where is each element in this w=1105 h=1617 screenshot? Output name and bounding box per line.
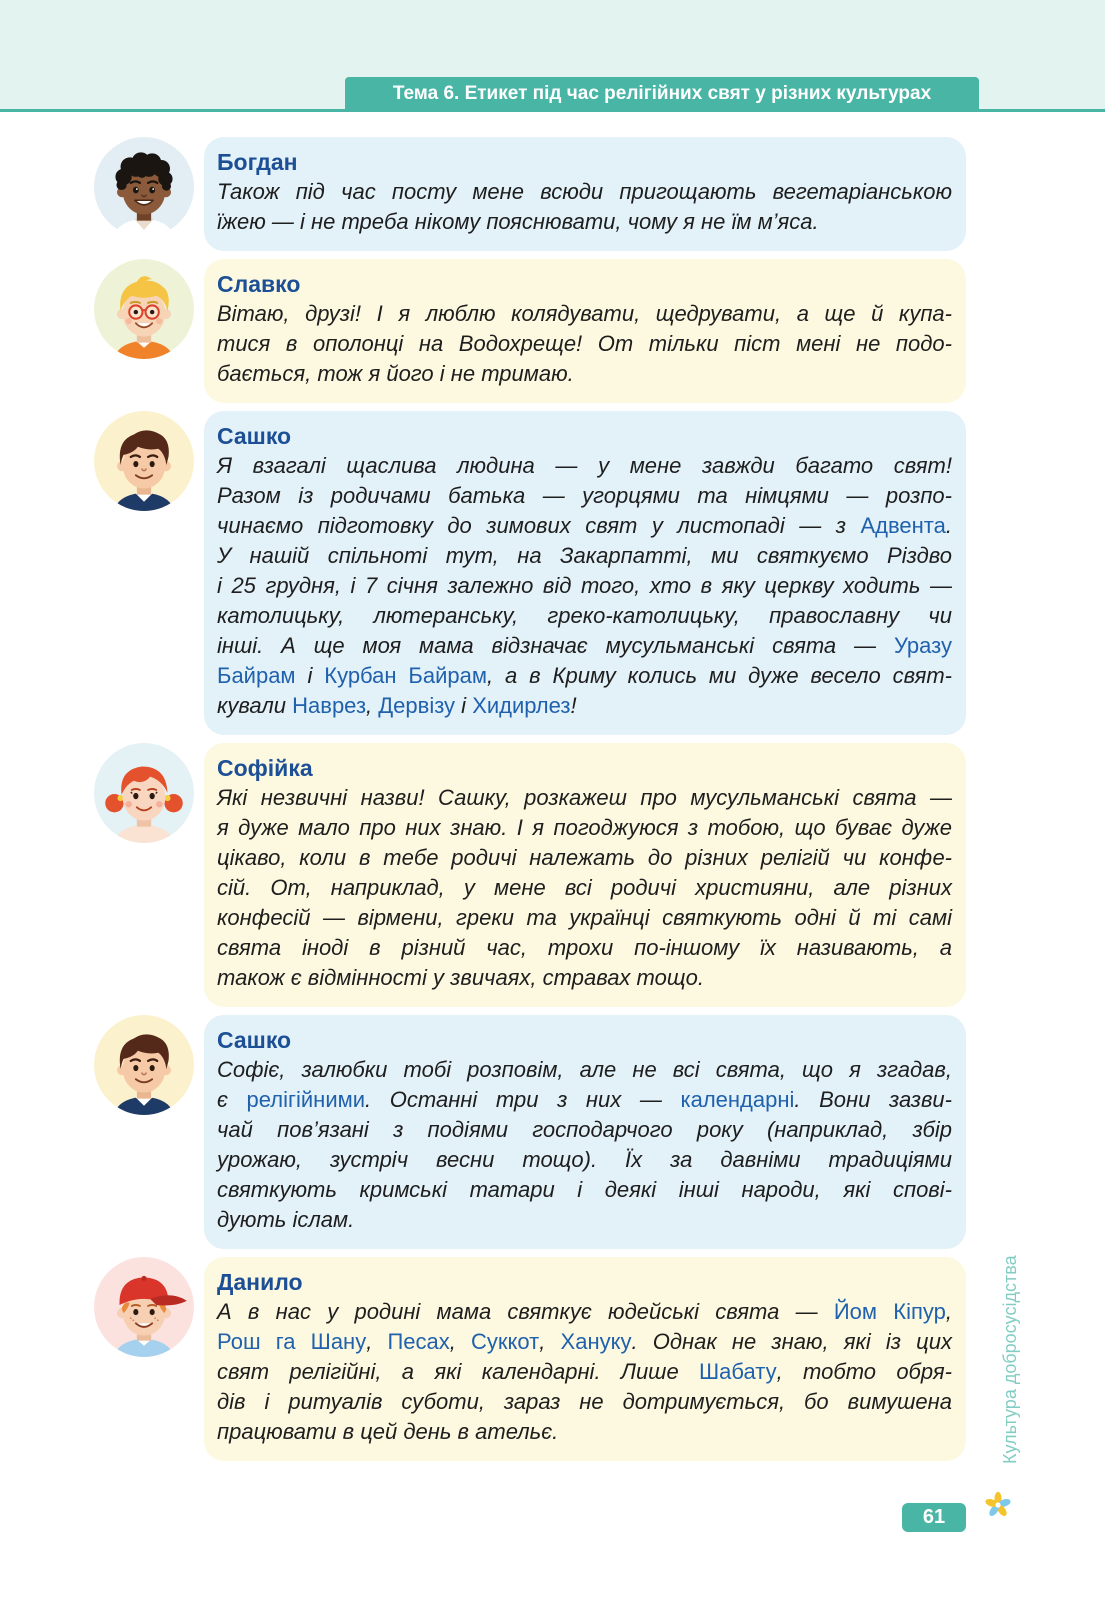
text-line: [217, 903, 952, 933]
speaker-name: Сашко: [217, 1027, 292, 1053]
text-segment: ,: [945, 1299, 953, 1324]
text-line: [217, 1327, 952, 1357]
text-segment: сій. От, наприклад, у мене всі родичі християни, але різних: [217, 875, 952, 900]
text-line: [217, 1357, 952, 1387]
text-segment: Вітаю, друзі! І я люблю колядувати, щедрувати, а ще й купа-: [217, 301, 952, 326]
speech-text: [217, 177, 952, 237]
text-segment: святкують кримські татари і деякі інші народи, які спові-: [217, 1177, 952, 1202]
text-segment: чай пов’язані з подіями господарчого року (наприклад, збір: [217, 1117, 952, 1142]
text-segment: . Однак не знаю, які із цих: [631, 1329, 952, 1354]
dialogue-entry: [93, 137, 966, 251]
text-segment: Разом із родичами батька — угорцями та німцями — розпо-: [217, 483, 952, 508]
text-segment: і: [455, 693, 473, 718]
text-segment: конфесій — вірмени, греки та українці святкують одні й ті самі: [217, 905, 952, 930]
text-segment: Я взагалі щаслива людина — у мене завжди багато свят!: [217, 453, 952, 478]
highlighted-term: Рош га Шану: [217, 1329, 367, 1354]
highlighted-term: Хануку: [560, 1329, 632, 1354]
text-segment: я дуже мало про них знаю. І я погоджуюся з тобою, що буває дуже: [217, 815, 952, 840]
highlighted-term: Йом Кіпур: [833, 1299, 946, 1324]
speaker-name: Софійка: [217, 755, 313, 781]
text-line: [217, 1297, 952, 1327]
speech-bubble: [204, 137, 966, 251]
text-segment: А в нас у родині мама святкує юдейські свята —: [217, 1299, 834, 1324]
speaker-name: Сашко: [217, 423, 292, 449]
text-line: [217, 571, 952, 601]
speech-text: [217, 1297, 952, 1447]
text-line: [217, 1115, 952, 1145]
text-line: [217, 813, 952, 843]
highlighted-term: Байрам: [217, 663, 296, 688]
text-line: [217, 451, 952, 481]
text-line: [217, 359, 952, 389]
highlighted-term: Дервізу: [378, 693, 456, 718]
text-segment: працювати в цей день в ательє.: [217, 1419, 559, 1444]
text-segment: і: [295, 663, 325, 688]
text-segment: католицьку, лютеранську, греко-католицьку, православну чи: [217, 603, 952, 628]
text-segment: У нашій спільноті тут, на Закарпатті, ми святкуємо Різдво: [217, 543, 952, 568]
text-line: [217, 1205, 952, 1235]
page-number: 61: [902, 1503, 966, 1532]
text-segment: ,: [366, 693, 379, 718]
speaker-name: Данило: [217, 1269, 303, 1295]
flower-icon: [984, 1491, 1012, 1519]
text-line: [217, 691, 952, 721]
dialogue-entry: [93, 1015, 966, 1249]
speech-text: [217, 451, 952, 721]
speech-bubble: [204, 1257, 966, 1461]
text-line: [217, 783, 952, 813]
text-line: [217, 933, 952, 963]
blond-boy-with-glasses-avatar-icon: [93, 258, 195, 360]
text-segment: є: [217, 1087, 247, 1112]
speech-bubble: [204, 743, 966, 1007]
text-line: [217, 1085, 952, 1115]
highlighted-term: релігійними: [246, 1087, 366, 1112]
speech-text: [217, 299, 952, 389]
dialogue-list: [93, 137, 966, 1461]
text-line: [217, 299, 952, 329]
brown-haired-boy-avatar-icon: [93, 1014, 195, 1116]
speech-text: [217, 1055, 952, 1235]
dialogue-entry: [93, 411, 966, 735]
brown-haired-boy-avatar-icon: [93, 410, 195, 512]
text-segment: їжею — і не треба нікому пояснювати, чому я не їм м’яса.: [217, 209, 819, 234]
highlighted-term: Уразу: [893, 633, 952, 658]
topic-title: Тема 6. Етикет під час релігійних свят у різних культурах: [345, 77, 979, 110]
highlighted-term: Шабату: [699, 1359, 777, 1384]
text-segment: також є відмінності у звичаях, стравах тощо.: [217, 965, 704, 990]
text-segment: .: [945, 513, 952, 538]
highlighted-term: Хидирлез: [472, 693, 571, 718]
text-line: [217, 873, 952, 903]
text-line: [217, 1387, 952, 1417]
text-line: [217, 177, 952, 207]
section-side-title: Культура добросусідства: [1000, 1255, 1020, 1465]
dialogue-entry: [93, 259, 966, 403]
text-segment: урожаю, зустріч весни тощо). Їх за давніми традиціями: [217, 1147, 952, 1172]
text-line: [217, 329, 952, 359]
text-segment: Які незвичні назви! Сашку, розкажеш про мусульманські свята —: [217, 785, 952, 810]
text-segment: тися в ополонці на Водохреще! От тільки піст мені не подо-: [217, 331, 952, 356]
curly-haired-boy-avatar-icon: [93, 136, 195, 238]
boy-in-red-cap-avatar-icon: [93, 1256, 195, 1358]
speaker-name: Славко: [217, 271, 301, 297]
red-haired-girl-avatar-icon: [93, 742, 195, 844]
text-line: [217, 601, 952, 631]
speech-text: [217, 783, 952, 993]
text-segment: , тобто обря-: [776, 1359, 952, 1384]
speaker-name: Богдан: [217, 149, 298, 175]
text-line: [217, 631, 952, 661]
text-segment: дують іслам.: [217, 1207, 355, 1232]
highlighted-term: Наврез: [292, 693, 367, 718]
text-line: [217, 1175, 952, 1205]
text-line: [217, 843, 952, 873]
highlighted-term: календарні: [680, 1087, 795, 1112]
text-segment: , а в Криму колись ми дуже весело свят-: [487, 663, 952, 688]
text-line: [217, 541, 952, 571]
text-segment: ,: [539, 1329, 561, 1354]
speech-bubble: [204, 411, 966, 735]
dialogue-entry: [93, 743, 966, 1007]
text-line: [217, 1145, 952, 1175]
text-segment: бається, тож я його і не тримаю.: [217, 361, 574, 386]
text-segment: ,: [449, 1329, 472, 1354]
text-line: [217, 207, 952, 237]
text-line: [217, 1417, 952, 1447]
text-line: [217, 481, 952, 511]
highlighted-term: Курбан Байрам: [324, 663, 487, 688]
text-line: [217, 963, 952, 993]
highlighted-term: Адвента: [860, 513, 946, 538]
text-segment: інші. А ще моя мама відзначає мусульманські свята —: [217, 633, 894, 658]
text-segment: !: [570, 693, 577, 718]
dialogue-entry: [93, 1257, 966, 1461]
text-segment: ,: [366, 1329, 388, 1354]
text-segment: Софіє, залюбки тобі розповім, але не всі свята, що я згадав,: [217, 1057, 952, 1082]
text-segment: . Вони зазви-: [794, 1087, 952, 1112]
text-line: [217, 1055, 952, 1085]
speech-bubble: [204, 1015, 966, 1249]
text-segment: дів і ритуалів суботи, зараз не дотримується, бо вимушена: [217, 1389, 952, 1414]
text-line: [217, 511, 952, 541]
text-segment: . Останні три з них —: [365, 1087, 681, 1112]
text-segment: чинаємо підготовку до зимових свят у листопаді — з: [217, 513, 861, 538]
text-segment: Також під час посту мене всюди пригощають вегетаріанською: [217, 179, 952, 204]
text-line: [217, 661, 952, 691]
text-segment: цікаво, коли в тебе родичі належать до різних релігій чи конфе-: [217, 845, 952, 870]
highlighted-term: Песах: [387, 1329, 450, 1354]
text-segment: свята іноді в різний час, трохи по-іншому їх називають, а: [217, 935, 952, 960]
text-segment: свят релігійні, а які календарні. Лише: [217, 1359, 699, 1384]
highlighted-term: Суккот: [471, 1329, 540, 1354]
text-segment: і 25 грудня, і 7 січня залежно від того, хто в яку церкву ходить —: [217, 573, 952, 598]
speech-bubble: [204, 259, 966, 403]
text-segment: кували: [217, 693, 293, 718]
